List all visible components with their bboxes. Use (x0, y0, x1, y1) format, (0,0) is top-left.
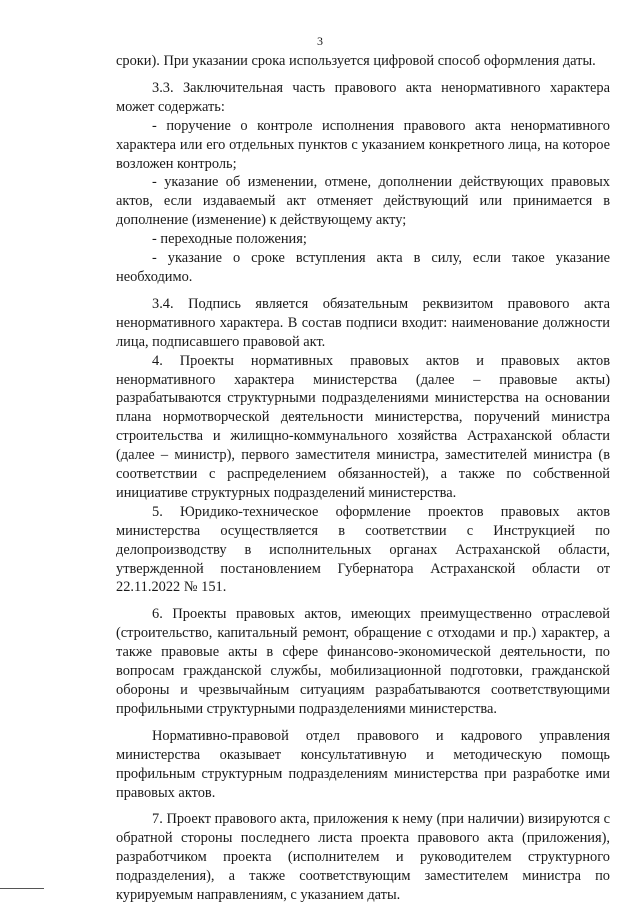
paragraph-4: 4. Проекты нормативных правовых актов и правовых актов ненормативного характера министерства (далее – правовые акты) разрабатываются структурными подразделениями министерства на основании плана нормотворческой деятельности министерства, поручений министра строительства и жилищно-коммунального хозяйства Астраханской области (далее – министр), первого заместителя министра, заместителей министра (в соответствии с распределением обязанностей), а также по собственной инициативе структурных подразделений министерства. (116, 352, 610, 501)
list-item-amendments: - указание об изменении, отмене, дополнении действующих правовых актов, если издаваемый акт отменяет действующий или принимается в дополнение (изменение) к действующему акту; (116, 174, 610, 229)
footer-rule (0, 888, 44, 889)
list-item-effective-date: - указание о сроке вступления акта в силу, если такое указание необходимо. (116, 250, 610, 285)
list-item-transitional: - переходные положения; (152, 231, 307, 248)
paragraph-3-3: 3.3. Заключительная часть правового акта ненормативного характера может содержать: (116, 79, 610, 115)
paragraph-6: 6. Проекты правовых актов, имеющих преимущественно отраслевой (строительство, капитальный ремонт, обращение с отходами и пр.) характер, а также правовые акты в сфере финансово-экономической деятельности, по вопросам гражданской службы, мобилизационной подготовки, гражданской обороны и чрезвычайным ситуациям разрабатываются соответствующими профильными структурными подразделениями министерства. (116, 606, 610, 717)
paragraph-6-continuation: Нормативно-правовой отдел правового и кадрового управления министерства оказывает консультативную и методическую помощь профильным структурным подразделениям министерства при разработке ими правовых актов. (116, 727, 610, 801)
paragraph-continuation: сроки). При указании срока используется цифровой способ оформления даты. (116, 53, 596, 69)
paragraph-3-4: 3.4. Подпись является обязательным реквизитом правового акта ненормативного характера. В состав подписи входит: наименование должности лица, подписавшего правовой акт. (116, 295, 610, 350)
page-number: 3 (317, 34, 323, 48)
document-body (116, 52, 610, 905)
paragraph-7: 7. Проект правового акта, приложения к нему (при наличии) визируются с обратной стороны последнего листа проекта правового акта (приложения), разработчиком проекта (исполнителем и руководителем структурного подразделения), а также соответствующим заместителем министра по курируемым направлениям, с указанием даты. (116, 811, 610, 904)
paragraph-5: 5. Юридико-техническое оформление проектов правовых актов министерства осуществляется в соответствии с Инструкцией по делопроизводству в исполнительных органах Астраханской области, утвержденной постановлением Губернатора Астраханской области от 22.11.2022 № 151. (116, 503, 610, 596)
list-item-control: - поручение о контроле исполнения правового акта ненормативного характера или его отдельных пунктов с указанием конкретного лица, на которое возложен контроль; (116, 117, 610, 172)
